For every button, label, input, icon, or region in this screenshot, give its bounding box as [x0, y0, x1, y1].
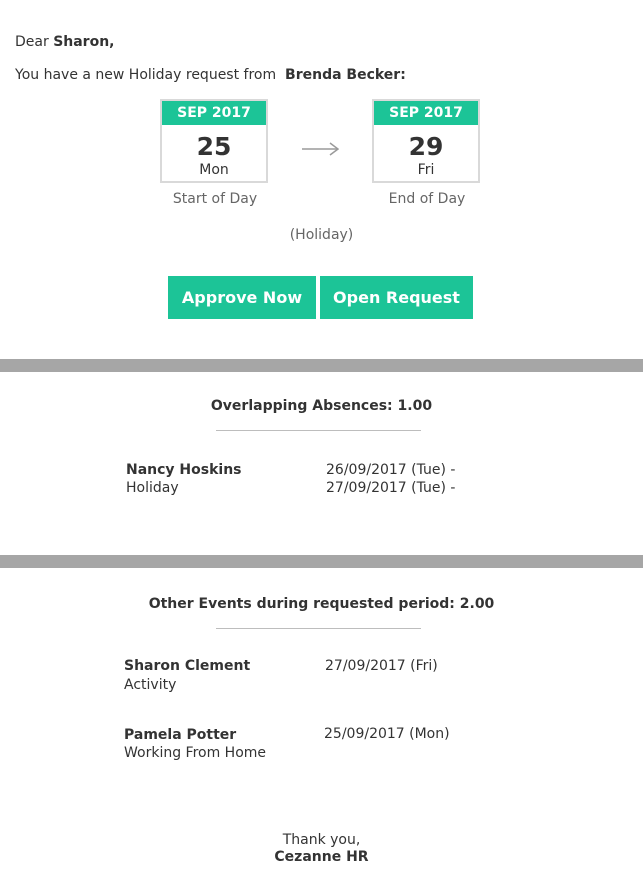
request-intro — [15, 67, 406, 83]
divider — [216, 430, 421, 431]
end-date-calendar — [372, 99, 480, 183]
closing-thanks: Thank you, — [282, 832, 361, 848]
overlap-date-to: 27/09/2017 (Tue) - — [326, 480, 456, 496]
event-type: Activity — [124, 677, 177, 693]
start-day: 25 — [196, 132, 232, 161]
open-request-button[interactable]: Open Request — [320, 276, 473, 319]
events-title: Other Events during requested period: 2.00 — [148, 596, 495, 612]
event-date: 25/09/2017 (Mon) — [324, 726, 450, 742]
section-separator — [0, 555, 643, 568]
end-caption: End of Day — [388, 191, 466, 207]
overlap-person-name: Nancy Hoskins — [126, 462, 242, 478]
section-separator — [0, 359, 643, 372]
intro-text: You have a new Holiday request from — [15, 67, 277, 83]
greeting — [15, 34, 115, 50]
end-weekday: Fri — [417, 162, 435, 178]
overlap-date-from: 26/09/2017 (Tue) - — [326, 462, 456, 478]
event-date: 27/09/2017 (Fri) — [325, 658, 438, 674]
start-date-calendar — [160, 99, 268, 183]
sender-name: Cezanne HR — [274, 849, 369, 865]
end-month: SEP 2017 — [374, 101, 478, 125]
approve-now-button[interactable]: Approve Now — [168, 276, 316, 319]
arrow-right-icon — [301, 140, 339, 158]
end-day: 29 — [408, 132, 444, 161]
requester-name: Brenda Becker: — [285, 67, 406, 83]
divider — [216, 628, 421, 629]
recipient-name: Sharon, — [53, 34, 115, 50]
overlapping-title: Overlapping Absences: 1.00 — [210, 398, 433, 414]
event-type: Working From Home — [124, 745, 267, 761]
greeting-prefix: Dear — [15, 34, 49, 50]
event-person-name: Sharon Clement — [124, 658, 251, 674]
request-type: (Holiday) — [289, 227, 354, 243]
start-month: SEP 2017 — [162, 101, 266, 125]
start-weekday: Mon — [199, 162, 229, 178]
overlap-absence-type: Holiday — [126, 480, 179, 496]
event-person-name: Pamela Potter — [124, 727, 237, 743]
start-caption: Start of Day — [172, 191, 258, 207]
